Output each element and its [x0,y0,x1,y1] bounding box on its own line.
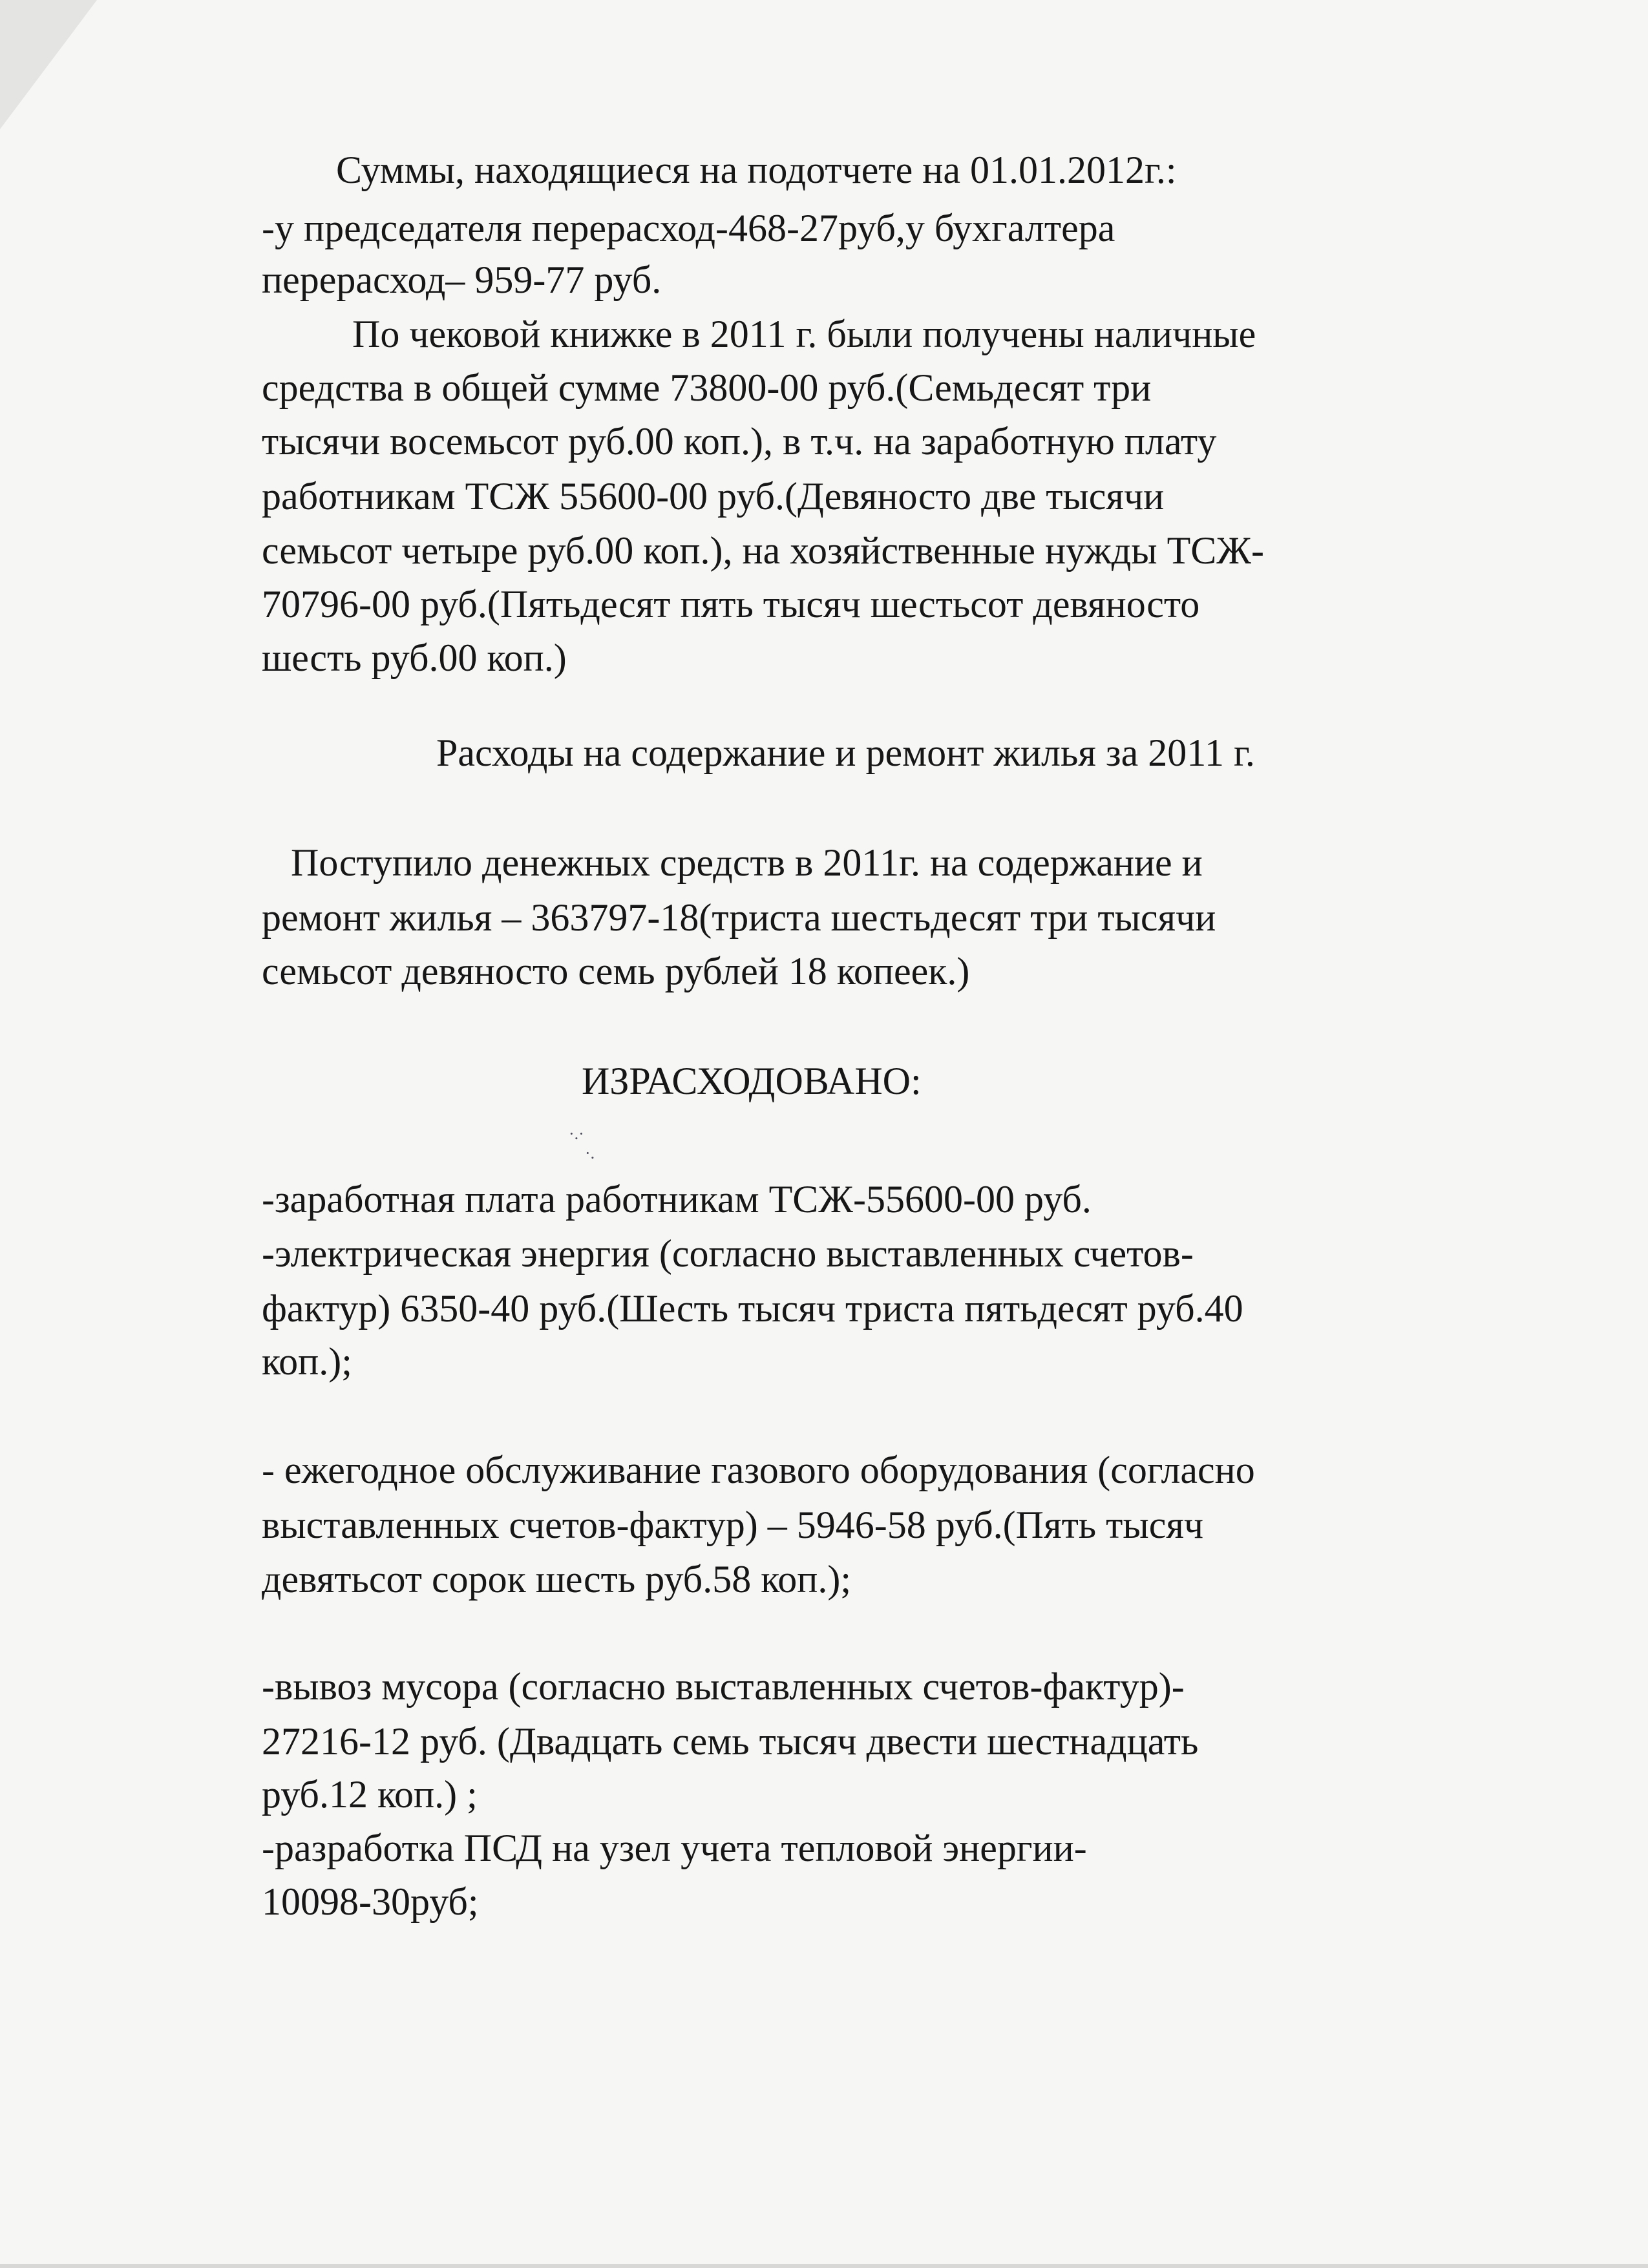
text-line: 70796-00 руб.(Пятьдесят пять тысяч шестьсот девяносто [262,583,1200,625]
text-line: -заработная плата работникам ТСЖ-55600-00 руб. [262,1178,1092,1221]
ink-speck: ·. [585,1144,595,1162]
text-line: семьсот четыре руб.00 коп.), на хозяйственные нужды ТСЖ- [262,529,1265,572]
text-line: выставленных счетов-фактур) – 5946-58 руб.(Пять тысяч [262,1504,1204,1546]
text-line: ремонт жилья – 363797-18(триста шестьдесят три тысячи [262,896,1216,939]
text-line: Суммы, находящиеся на подотчете на 01.01.2012г.: [336,149,1177,191]
text-line: работникам ТСЖ 55600-00 руб.(Девяносто две тысячи [262,475,1165,518]
page-bottom-edge [0,2264,1648,2268]
text-line: шесть руб.00 коп.) [262,636,567,679]
text-line: перерасход– 959-77 руб. [262,258,662,301]
text-line: По чековой книжке в 2011 г. были получены наличные [352,313,1256,355]
text-line: -разработка ПСД на узел учета тепловой энергии- [262,1827,1087,1869]
text-line: -у председателя перерасход-468-27руб,у бухгалтера [262,207,1115,249]
text-line: фактур) 6350-40 руб.(Шесть тысяч триста пятьдесят руб.40 [262,1287,1243,1330]
text-line: -электрическая энергия (согласно выставленных счетов- [262,1232,1194,1275]
text-line: средства в общей сумме 73800-00 руб.(Семьдесят три [262,366,1152,409]
text-line: руб.12 коп.) ; [262,1773,478,1816]
text-line: -вывоз мусора (согласно выставленных счетов-фактур)- [262,1665,1185,1708]
text-line: семьсот девяносто семь рублей 18 копеек.) [262,950,970,992]
text-line: 27216-12 руб. (Двадцать семь тысяч двести шестнадцать [262,1720,1199,1763]
text-line: - ежегодное обслуживание газового оборудования (согласно [262,1449,1255,1491]
text-line: 10098-30руб; [262,1880,479,1923]
text-line: коп.); [262,1340,352,1383]
section-heading: ИЗРАСХОДОВАНО: [582,1060,922,1102]
ink-speck: ·.· [569,1124,584,1143]
section-heading: Расходы на содержание и ремонт жилья за 2011 г. [436,731,1255,774]
folded-corner [0,0,97,129]
text-line: Поступило денежных средств в 2011г. на содержание и [291,841,1203,884]
text-line: тысячи восемьсот руб.00 коп.), в т.ч. на заработную плату [262,420,1217,463]
text-line: девятьсот сорок шесть руб.58 коп.); [262,1558,852,1601]
